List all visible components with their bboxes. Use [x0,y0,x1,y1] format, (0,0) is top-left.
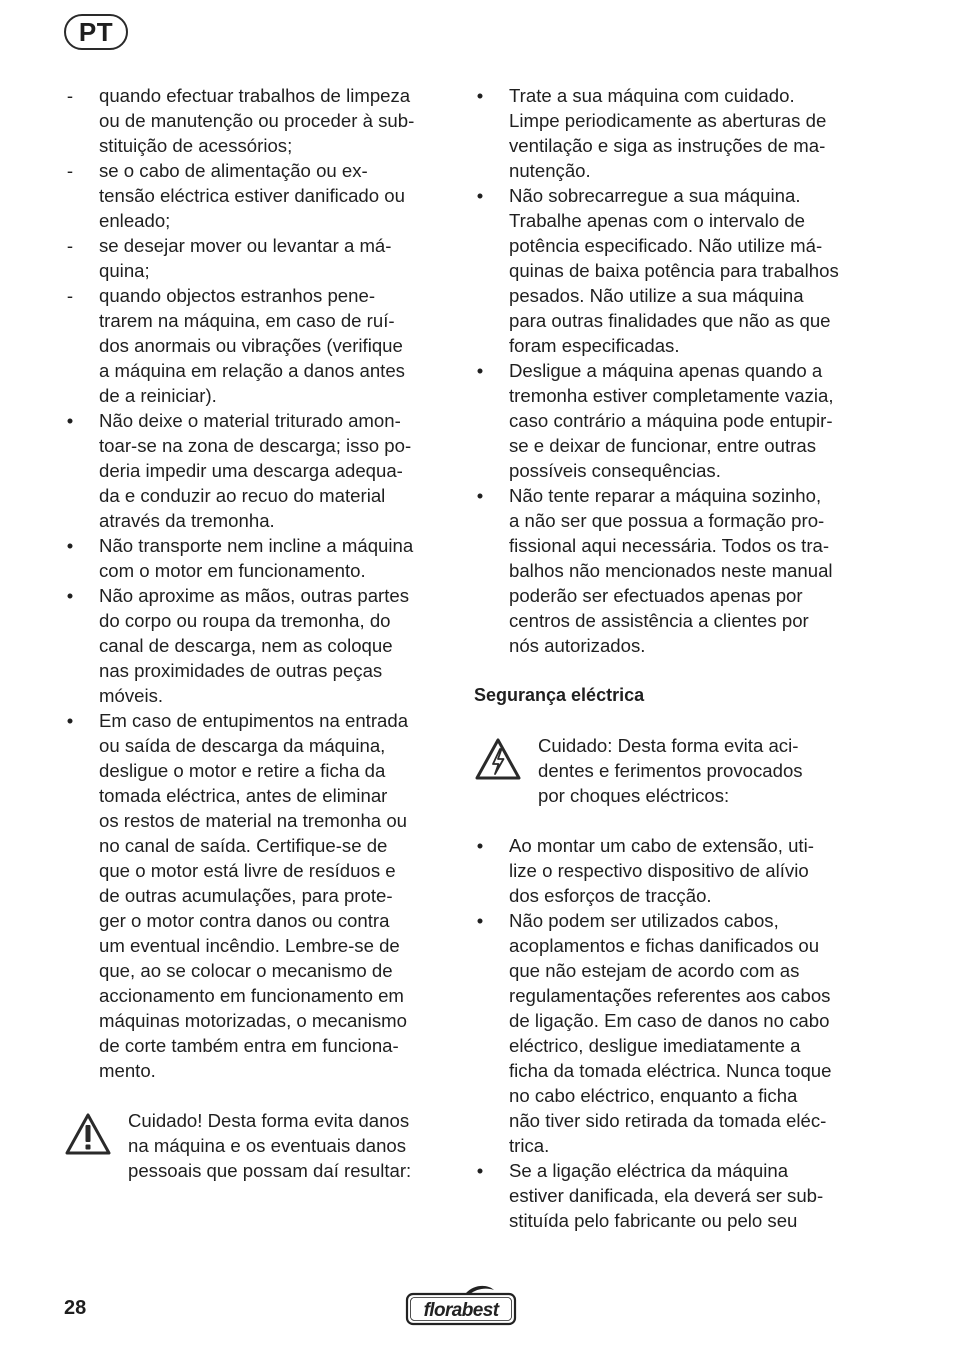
item-text-line: caso contrário a máquina pode entupir- [509,410,833,431]
list-item [64,708,454,1083]
item-text-line: Desligue a máquina apenas quando a [509,360,823,381]
right-item-list [474,83,874,658]
item-text-line: nutenção. [509,160,591,181]
warning-text-line: dentes e ferimentos provocados [538,760,803,781]
left-item-list [64,83,454,1083]
bullet-marker: • [476,185,484,206]
item-text-line: ger o motor contra danos ou contra [99,910,390,931]
list-item [474,183,874,358]
item-text-line: stituída pelo fabricante ou pelo seu [509,1210,798,1231]
bullet-marker: • [476,360,484,381]
item-text-line: no canal de saída. Certifique-se de [99,835,388,856]
language-badge: PT [64,14,128,50]
item-text-line: toar-se na zona de descarga; isso po- [99,435,412,456]
item-text-line: centros de assistência a clientes por [509,610,809,631]
item-text-line: desligue o motor e retire a ficha da [99,760,386,781]
damage-warning-text [64,1108,454,1183]
item-text-line: tremonha estiver completamente vazia, [509,385,834,406]
item-text-line: possíveis consequências. [509,460,721,481]
warning-text-line: Cuidado! Desta forma evita danos [128,1110,410,1131]
item-text-line: nós autorizados. [509,635,646,656]
item-text-line: quando objectos estranhos pene- [99,285,376,306]
item-text-line: da e conduzir ao recuo do material [99,485,386,506]
item-text-line: estiver danificada, ela deverá ser sub- [509,1185,824,1206]
item-text-line: acoplamentos e fichas danificados ou [509,935,820,956]
bullet-marker: • [476,835,484,856]
item-text-line: dos anormais ou vibrações (verifique [99,335,403,356]
list-item [474,908,874,1158]
item-text-line: regulamentações referentes aos cabos [509,985,831,1006]
list-item [64,283,454,408]
item-text-line: que, ao se colocar o mecanismo de [99,960,393,981]
list-item [474,83,874,183]
item-text-line: de outras acumulações, para prote- [99,885,393,906]
item-text-line: pesados. Não utilize a sua máquina [509,285,804,306]
item-text-line: Em caso de entupimentos na entrada [99,710,409,731]
item-text-line: tensão eléctrica estiver danificado ou [99,185,405,206]
warning-text-line: na máquina e os eventuais danos [128,1135,407,1156]
item-text-line: a não ser que possua a formação pro- [509,510,825,531]
list-item [64,533,454,583]
item-text-line: os restos de material na tremonha ou [99,810,407,831]
bullet-marker: • [66,535,74,556]
item-text-line: potência especificado. Não utilize má- [509,235,823,256]
item-text-line: que o motor está livre de resíduos e [99,860,396,881]
item-text-line: enleado; [99,210,171,231]
item-text-line: Não sobrecarregue a sua máquina. [509,185,801,206]
list-item [64,583,454,708]
item-text-line: dos esforços de tracção. [509,885,712,906]
item-text-line: através da tremonha. [99,510,275,531]
item-text-line: Não aproxime as mãos, outras partes [99,585,410,606]
right-item-list-2 [474,833,874,1233]
item-text-line: de ligação. Em caso de danos no cabo [509,1010,830,1031]
list-item [64,408,454,533]
bullet-marker: • [66,585,74,606]
right-column [474,83,874,1233]
left-column [64,83,454,1183]
item-text-line: foram especificadas. [509,335,680,356]
bullet-marker: • [476,910,484,931]
item-text-line: nas proximidades de outras peças [99,660,383,681]
item-text-line: quinas de baixa potência para trabalhos [509,260,839,281]
item-text-line: de corte também entra em funciona- [99,1035,399,1056]
item-text-line: não tiver sido retirada da tomada eléc- [509,1110,827,1131]
bullet-marker: • [476,485,484,506]
item-text-line: Trabalhe apenas com o intervalo de [509,210,805,231]
item-text-line: balhos não mencionados neste manual [509,560,833,581]
section-heading: Segurança eléctrica [474,685,645,705]
item-text-line: ou de manutenção ou proceder à sub- [99,110,415,131]
item-text-line: no cabo eléctrico, enquanto a ficha [509,1085,798,1106]
electric-shock-warning-icon [474,737,522,787]
item-text-line: trarem na máquina, em caso de ruí- [99,310,395,331]
item-text-line: mento. [99,1060,156,1081]
list-item [64,158,454,233]
electric-warning-text [474,733,874,808]
electric-warning [474,733,874,808]
list-item [474,1158,874,1233]
item-text-line: fissional aqui necessária. Todos os tra- [509,535,830,556]
item-text-line: de a reiniciar). [99,385,217,406]
list-item [474,358,874,483]
dash-marker: - [66,235,74,256]
florabest-logo [404,1284,518,1333]
item-text-line: Não deixe o material triturado amon- [99,410,401,431]
list-item [474,483,874,658]
dash-marker: - [66,285,74,306]
item-text-line: deria impedir uma descarga adequa- [99,460,403,481]
item-text-line: Não tente reparar a máquina sozinho, [509,485,822,506]
item-text-line: se e deixar de funcionar, entre outras [509,435,816,456]
item-text-line: lize o respectivo dispositivo de alívio [509,860,809,881]
item-text-line: móveis. [99,685,164,706]
dash-marker: - [66,160,74,181]
item-text-line: Limpe periodicamente as aberturas de [509,110,827,131]
item-text-line: quina; [99,260,150,281]
item-text-line: se desejar mover ou levantar a má- [99,235,392,256]
warning-text-line: pessoais que possam daí resultar: [128,1160,412,1181]
page-number: 28 [64,1297,87,1319]
list-item [64,83,454,158]
item-text-line: com o motor em funcionamento. [99,560,366,581]
bullet-marker: • [66,410,74,431]
logo-text: florabest [423,1300,499,1321]
item-text-line: um eventual incêndio. Lembre-se de [99,935,400,956]
item-text-line: Não podem ser utilizados cabos, [509,910,779,931]
item-text-line: tomada eléctrica, antes de eliminar [99,785,388,806]
item-text-line: a máquina em relação a danos antes [99,360,405,381]
item-text-line: para outras finalidades que não as que [509,310,831,331]
item-text-line: se o cabo de alimentação ou ex- [99,160,368,181]
item-text-line: ficha da tomada eléctrica. Nunca toque [509,1060,832,1081]
item-text-line: ou saída de descarga da máquina, [99,735,386,756]
item-text-line: máquinas motorizadas, o mecanismo [99,1010,407,1031]
list-item [474,833,874,908]
bullet-marker: • [476,85,484,106]
dash-marker: - [66,85,74,106]
item-text-line: eléctrico, desligue imediatamente a [509,1035,801,1056]
warning-text-line: por choques eléctricos: [538,785,730,806]
item-text-line: poderão ser efectuados apenas por [509,585,803,606]
item-text-line: stituição de acessórios; [99,135,293,156]
bullet-marker: • [66,710,74,731]
item-text-line: Trate a sua máquina com cuidado. [509,85,795,106]
item-text-line: que não estejam de acordo com as [509,960,800,981]
bullet-marker: • [476,1160,484,1181]
exclamation-warning-icon [64,1112,112,1162]
item-text-line: do corpo ou roupa da tremonha, do [99,610,391,631]
item-text-line: quando efectuar trabalhos de limpeza [99,85,411,106]
list-item [64,233,454,283]
item-text-line: accionamento em funcionamento em [99,985,404,1006]
item-text-line: Não transporte nem incline a máquina [99,535,414,556]
item-text-line: ventilação e siga as instruções de ma- [509,135,826,156]
item-text-line: Ao montar um cabo de extensão, uti- [509,835,814,856]
item-text-line: trica. [509,1135,550,1156]
item-text-line: canal de descarga, nem as coloque [99,635,393,656]
damage-warning [64,1108,454,1183]
warning-text-line: Cuidado: Desta forma evita aci- [538,735,799,756]
item-text-line: Se a ligação eléctrica da máquina [509,1160,789,1181]
